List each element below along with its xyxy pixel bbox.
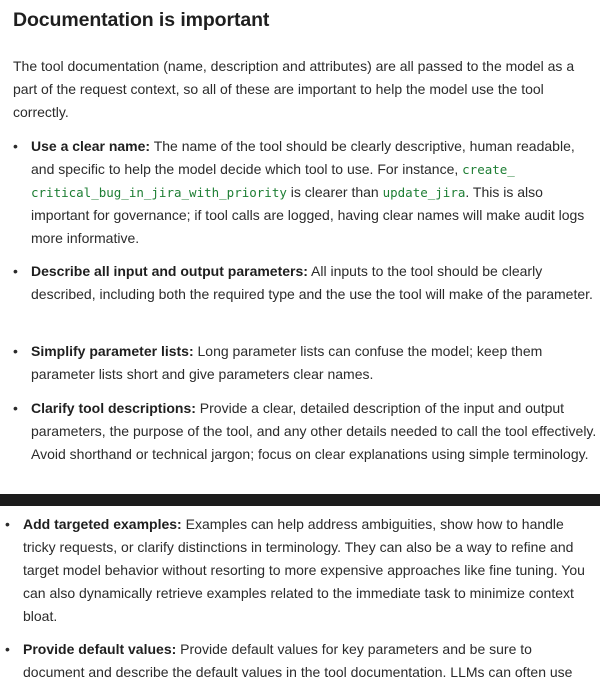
bullet-lead: Add targeted examples:: [23, 516, 182, 532]
bullet-text: . This is also important for governance; if tool calls are logged, having clear names will make audit logs more informative.: [31, 184, 585, 246]
code-create-bug: create_ critical_bug_in_jira_with_priority: [31, 162, 515, 200]
bullet-lead: Use a clear name:: [31, 138, 151, 154]
bullet-dot: •: [13, 263, 18, 279]
code-update-jira: update_jira: [382, 185, 466, 200]
bullet-dot: •: [13, 400, 18, 416]
bullet-dot: •: [5, 516, 10, 532]
bullet-text: The name of the tool should be clearly descriptive, human readable, and specific to help the model decide which tool to use. For instance,: [31, 138, 575, 177]
bullet-lead: Clarify tool descriptions:: [31, 400, 196, 416]
bullet-lead: Simplify parameter lists:: [31, 343, 194, 359]
bullet-lead: Describe all input and output parameters:: [31, 263, 308, 279]
bullet-dot: •: [13, 138, 18, 154]
bullet-text: Provide a clear, detailed description of the input and output parameters, the purpose of the tool, and any other details needed to call the tool effectively. Avoid shorthand or technical jargon; focus on clear explanations using simple terminology.: [31, 400, 597, 462]
bullet-text: is clearer than: [286, 184, 383, 200]
list-item-default-values: [5, 638, 595, 684]
list-item-parameters: [13, 260, 597, 306]
bullet-lead: Provide default values:: [23, 641, 177, 657]
bullet-text: Examples can help address ambiguities, show how to handle tricky requests, or clarify distinctions in terminology. They can also be a way to refine and target model behavior without resorting to more expensive approaches like fine tuning. You can also dynamically retrieve examples related to the immediate task to minimize context bloat.: [23, 516, 585, 624]
list-item-simplify: [13, 340, 597, 386]
bullet-text: Provide default values for key parameters and be sure to document and describe the default values in the tool documentation. LLMs can often use: [23, 641, 573, 680]
bullet-text: All inputs to the tool should be clearly described, including both the required type and the use the tool will make of the parameter.: [31, 263, 593, 302]
section-title: Documentation is important: [13, 9, 270, 31]
bottom-screenshot: [0, 506, 600, 689]
intro-paragraph: The tool documentation (name, description and attributes) are all passed to the model as a part of the request context, so all of these are important to help the model use the tool correctly.: [13, 58, 575, 120]
bullet-dot: •: [5, 641, 10, 657]
bullet-dot: •: [13, 343, 18, 359]
list-item-clear-name: [13, 135, 597, 250]
list-item-clarify: [13, 397, 597, 466]
bullet-text: Long parameter lists can confuse the model; keep them parameter lists short and give parameters clear names.: [31, 343, 543, 382]
divider-bar: [0, 494, 600, 506]
list-item-examples: [5, 513, 595, 628]
